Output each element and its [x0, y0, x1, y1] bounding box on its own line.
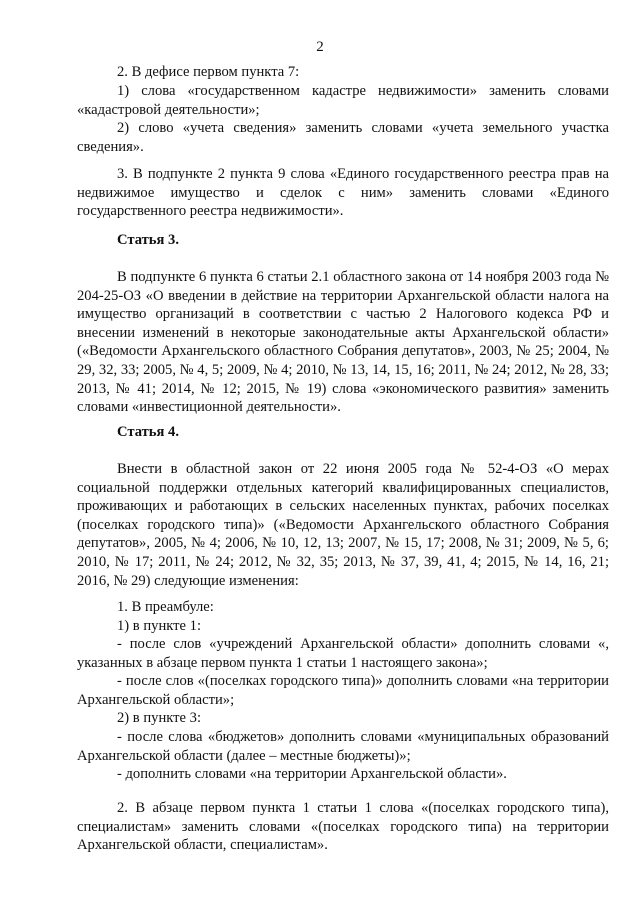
- article-4-dash-4: - дополнить словами «на территории Архангельской области».: [117, 766, 507, 782]
- article-4-dash-1: - после слов «учреждений Архангельской области» дополнить словами «, указанных в абзаце первом пункта 1 статьи 1 настоящего закона»;: [77, 636, 609, 671]
- article-4-item-2: 2. В абзаце первом пункта 1 статьи 1 слова «(поселках городского типа), специалистам» заменить словами «(поселках городского типа) на территории Архангельской области, специалистам».: [77, 800, 609, 854]
- article-4-item-1: 1. В преамбуле:: [117, 599, 214, 615]
- article-4-sub-2: 2) в пункте 3:: [117, 710, 202, 726]
- article-4-dash-2: - после слов «(поселках городского типа)» дополнить словами «на территории Архангельской области»;: [77, 673, 609, 708]
- article-4-dash-3: - после слова «бюджетов» дополнить словами «муниципальных образований Архангельской области (далее – местные бюджеты)»;: [77, 729, 609, 764]
- article-3-heading: Статья 3.: [117, 232, 179, 248]
- paragraph-sub-2: 2) слово «учета сведения» заменить словами «учета земельного участка сведения».: [77, 120, 609, 155]
- article-3-text: В подпункте 6 пункта 6 статьи 2.1 областного закона от 14 ноября 2003 года № 204-25-ОЗ «О введении в действие на территории Архангельской области налога на имущество организаций в соответствии с частью 2 Налогового кодекса РФ и внесении изменений в некоторые законодательные акты Архангельской области» («Ведомости Архангельского областного Собрания депутатов», 2003, № 25; 2004, № 29, 32, 33; 2005, № 4, 5; 2009, № 4; 2010, № 13, 14, 15, 16; 2011, № 24; 2012, № 28, 33; 2013, № 41; 2014, № 12; 2015, № 19) слова «экономического развития» заменить словами «инвестиционной деятельности».: [77, 269, 609, 416]
- paragraph-sub-1: 1) слова «государственном кадастре недвижимости» заменить словами «кадастровой деятельности»;: [77, 83, 609, 118]
- article-4-sub-1: 1) в пункте 1:: [117, 618, 202, 634]
- paragraph-item-2: 2. В дефисе первом пункта 7:: [117, 64, 300, 80]
- paragraph-item-3: 3. В подпункте 2 пункта 9 слова «Единого государственного реестра прав на недвижимое имущество и сделок с ним» заменить словами «Единого государственного реестра недвижимости».: [77, 166, 609, 220]
- article-4-text: Внести в областной закон от 22 июня 2005 года № 52-4-ОЗ «О мерах социальной поддержки отдельных категорий квалифицированных специалистов, проживающих и работающих в сельских населенных пунктах, рабочих поселках (поселках городского типа)» («Ведомости Архангельского областного Собрания депутатов», 2005, № 4; 2006, № 10, 12, 13; 2007, № 15, 17; 2008, № 31; 2009, № 5, 6; 2010, № 17; 2011, № 24; 2012, № 32, 35; 2013, № 37, 39, 41, 4; 2015, № 14, 16, 21; 2016, № 29) следующие изменения:: [77, 461, 609, 589]
- page-number: 2: [316, 39, 324, 55]
- article-4-heading: Статья 4.: [117, 424, 179, 440]
